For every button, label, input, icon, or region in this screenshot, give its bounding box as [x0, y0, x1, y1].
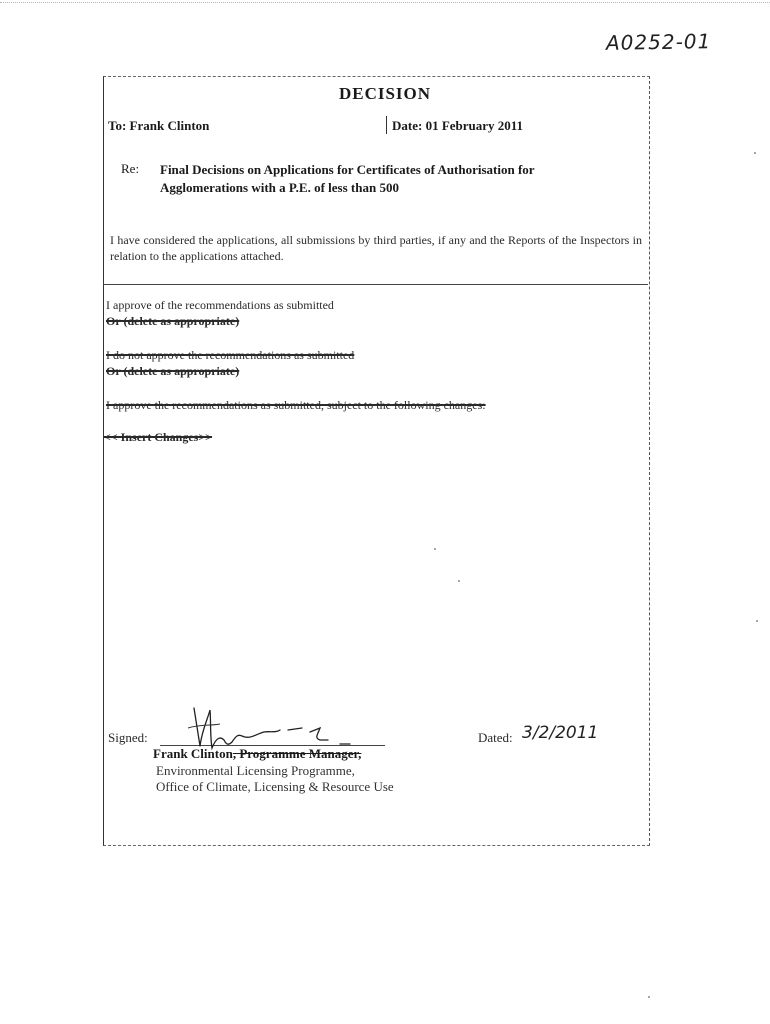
- scan-speck: [754, 152, 756, 154]
- subject-text: [160, 161, 630, 197]
- date-separator: [386, 116, 387, 134]
- consideration-statement: I have considered the applications, all submissions by third parties, if any and the Reports of the Inspectors in relation to the applications attached.: [110, 233, 642, 263]
- signer-title-text: , Programme Manager,: [232, 746, 362, 761]
- date-line: Date: 01 February 2011: [392, 118, 524, 133]
- option-approve: I approve of the recommendations as submitted: [106, 298, 334, 312]
- reference-code: A0252-01: [605, 29, 712, 55]
- dated-label: Dated:: [478, 730, 513, 745]
- handwritten-date: 3/2/2011: [522, 723, 599, 743]
- option-not-approve: I do not approve the recommendations as submitted: [106, 348, 355, 362]
- subject-line-1: Final Decisions on Applications for Certificates of Authorisation for: [160, 162, 535, 177]
- section-divider: [103, 284, 648, 285]
- scan-artifact-top: [0, 2, 770, 9]
- signer-name: [153, 746, 361, 762]
- scan-speck: [648, 996, 650, 998]
- insert-changes-placeholder: << Insert Changes>>: [104, 430, 213, 444]
- page-title: DECISION: [338, 84, 432, 103]
- signed-label: Signed:: [108, 730, 148, 745]
- scan-speck: [458, 580, 460, 582]
- scan-speck: [756, 620, 758, 622]
- option-approve-with-changes: I approve the recommendations as submitted, subject to the following changes:: [106, 398, 486, 412]
- signer-office: Office of Climate, Licensing & Resource Use: [156, 779, 394, 794]
- signer-name-text: Frank Clinton: [153, 746, 233, 761]
- re-label: Re:: [121, 161, 140, 176]
- option-not-approve-or-note: Or (delete as appropriate): [106, 364, 240, 378]
- option-approve-or-note: Or (delete as appropriate): [106, 314, 240, 328]
- scan-speck: [434, 548, 436, 550]
- signer-department: Environmental Licensing Programme,: [156, 763, 355, 778]
- recipient-line: To: Frank Clinton: [108, 118, 210, 133]
- subject-line-2: Agglomerations with a P.E. of less than 500: [160, 180, 399, 195]
